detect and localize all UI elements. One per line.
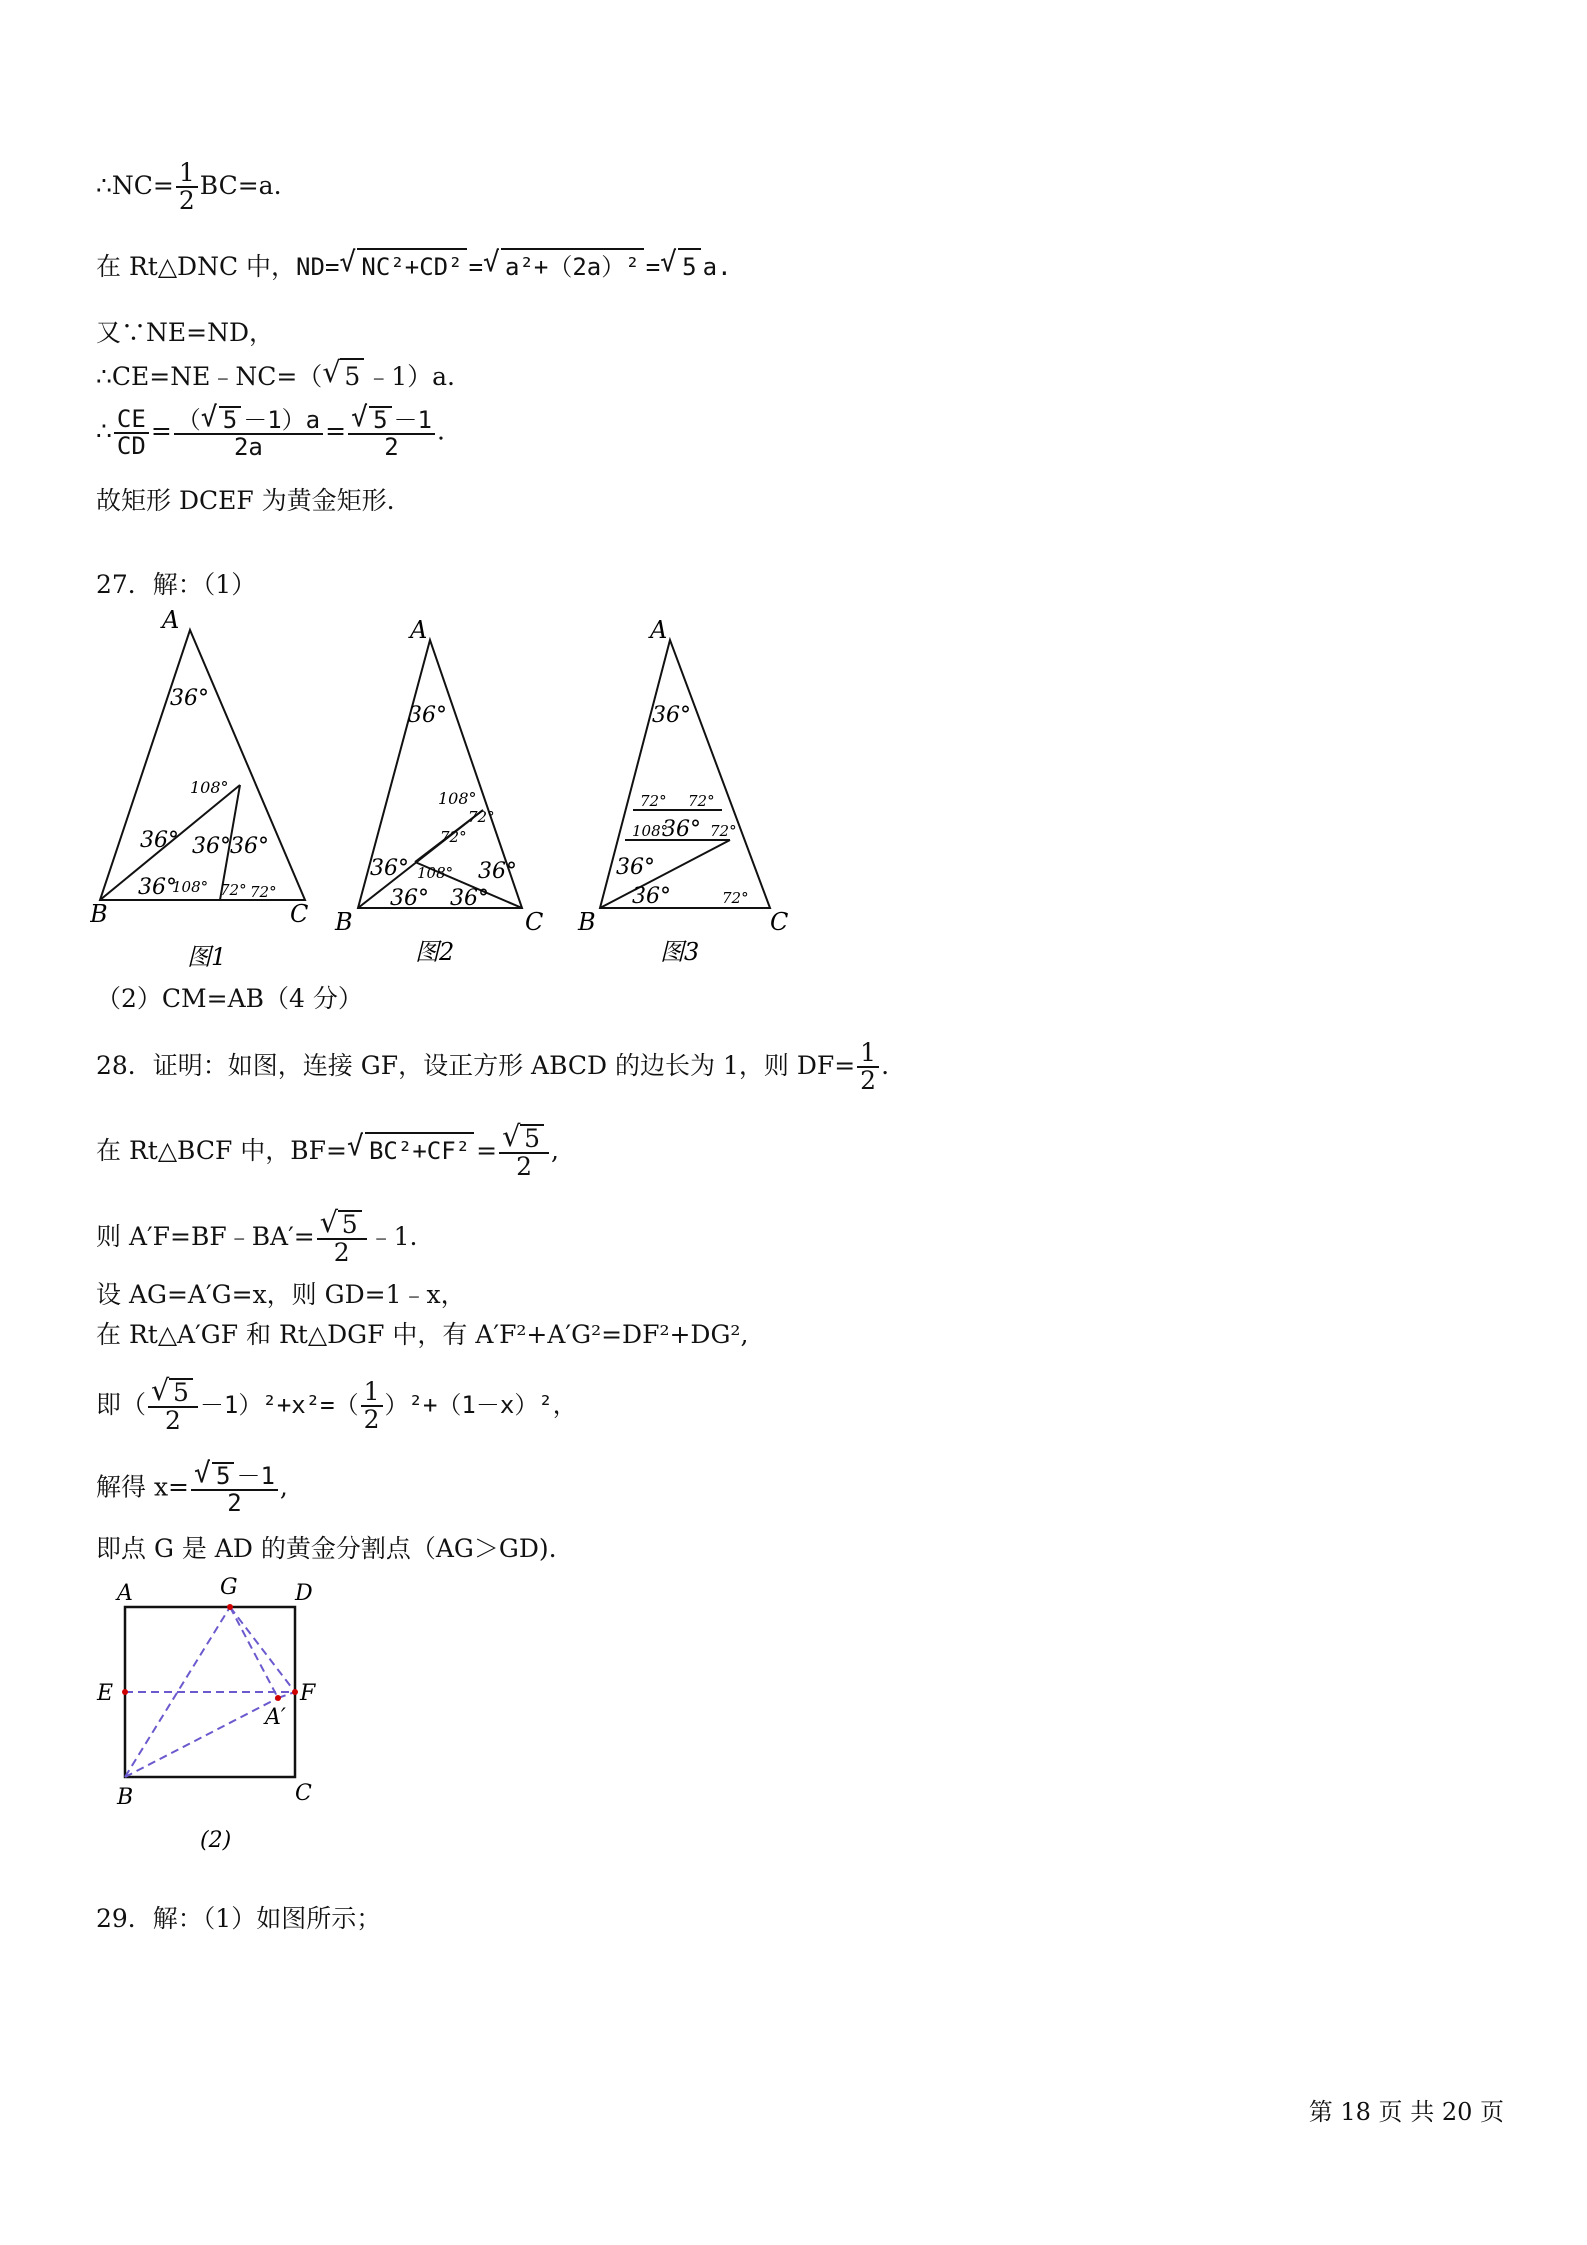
point-a-prime: A′ [265, 1705, 286, 1730]
angle-label: 36° [140, 828, 179, 853]
q28-equation: 即（ √ $\frac{5}{2}$ －1）²+x²=（ $\frac{1}{2}$ ）²+（1－x）²， [96, 1378, 577, 1435]
vertex-a: A [117, 1581, 133, 1606]
sqrt: √ a²+（2a）² [483, 248, 644, 284]
q28-pythag: 在 Rt△A′GF 和 Rt△DGF 中，有 A′F²+A′G²=DF²+DG², [96, 1320, 749, 1349]
angle-label: 36° [632, 884, 671, 909]
angle-label: 36° [450, 886, 489, 911]
angle-label: 72° [640, 792, 667, 810]
angle-label: 108° [438, 789, 477, 808]
angle-label: 72° [722, 889, 749, 907]
vertex-a: A [162, 610, 180, 634]
angle-label: 108° [632, 822, 669, 840]
line-ne: 又∵NE=ND， [96, 318, 274, 347]
point-e: E [97, 1681, 114, 1706]
q28-conclusion: 即点 G 是 AD 的黄金分割点（AG＞GD). [96, 1534, 557, 1563]
angle-label: 108° [172, 878, 209, 896]
vertex-d: D [295, 1581, 313, 1606]
sqrt: √ NC²+CD² [339, 248, 466, 284]
point-f: F [300, 1681, 316, 1706]
vertex-a: A [650, 616, 668, 644]
angle-label: 72° [710, 822, 737, 840]
angle-label: 36° [616, 855, 655, 880]
line-conclusion: 故矩形 DCEF 为黄金矩形. [96, 486, 395, 515]
sqrt: √ 5 [322, 358, 364, 394]
q27-part2: （2）CM=AB（4 分） [96, 984, 363, 1013]
angle-label: 36° [478, 859, 517, 884]
angle-label: 36° [662, 817, 701, 842]
angle-label: 108° [190, 778, 229, 797]
vertex-c: C [295, 1781, 312, 1806]
figure-caption: 图3 [660, 938, 700, 966]
text: 在 Rt△DNC 中， [96, 252, 297, 281]
figure-2 [330, 610, 560, 980]
angle-label: 36° [170, 686, 209, 711]
figure-caption: 图1 [187, 943, 227, 971]
q28-af: 则 A′F=BF﹣BA′= √ $\frac{5}{2}$ ﹣1. [96, 1210, 418, 1267]
figure-caption: 图2 [415, 938, 455, 966]
page-footer: 第 18 页 共 20 页 [1308, 2098, 1504, 2126]
angle-label: 72° [688, 792, 715, 810]
q28-heading: 28．证明：如图，连接 GF，设正方形 ABCD 的边长为 1，则 DF= $\frac{1}{2}$ . [96, 1038, 890, 1096]
text: BC=a. [199, 170, 282, 200]
angle-label: 36° [192, 834, 231, 859]
q28-set: 设 AG=A′G=x，则 GD=1﹣x， [96, 1280, 466, 1309]
text: ∴NC= [96, 170, 174, 200]
vertex-b: B [90, 900, 108, 928]
sqrt: √ 5 [660, 248, 700, 284]
angle-label: 72° [220, 881, 247, 899]
figure-1 [90, 610, 320, 980]
vertex-b: B [335, 908, 353, 936]
figure-3 [570, 610, 800, 980]
line-ce: ∴CE=NE﹣NC=（√ 5 ﹣1）a. [96, 358, 455, 394]
vertex-a: A [410, 616, 428, 644]
angle-label: 36° [230, 834, 269, 859]
q28-bf: 在 Rt△BCF 中，BF=√ BC²+CF² = √ $\frac{5}{2}$ , [96, 1124, 559, 1181]
angle-label: 72° [468, 808, 495, 826]
angle-label: 36° [138, 875, 177, 900]
q27-heading: 27．解：（1） [96, 570, 257, 599]
vertex-c: C [770, 908, 789, 936]
q29-heading: 29．解：（1）如图所示； [96, 1904, 382, 1933]
figure-square [95, 1572, 335, 1862]
angle-label: 36° [408, 703, 447, 728]
angle-label: 36° [390, 886, 429, 911]
angle-label: 36° [370, 856, 409, 881]
vertex-b: B [117, 1785, 134, 1810]
angle-label: 36° [652, 703, 691, 728]
fraction: $\frac{1}{2}$ [176, 160, 198, 215]
line-nd: 在 Rt△DNC 中，ND=√ NC²+CD² =√ a²+（2a）² =√ 5 a. [96, 248, 732, 284]
line-nc [96, 160, 282, 215]
figure-caption: (2) [200, 1828, 232, 1853]
angle-label: 72° [440, 828, 467, 846]
point-g: G [220, 1575, 238, 1600]
vertex-c: C [525, 908, 544, 936]
vertex-b: B [578, 908, 596, 936]
q28-solve: 解得 x= √ $\frac{5 -1}{2}$ , [96, 1462, 288, 1516]
angle-label: 108° [417, 864, 454, 882]
angle-label: 72° [250, 883, 277, 901]
vertex-c: C [290, 900, 309, 928]
line-ratio: ∴ $\frac{CE}{CD}$ = $\frac{(√ 5 -1)a}{2a}$ = √ $\frac{5 -1}{2}$ . [96, 406, 445, 460]
